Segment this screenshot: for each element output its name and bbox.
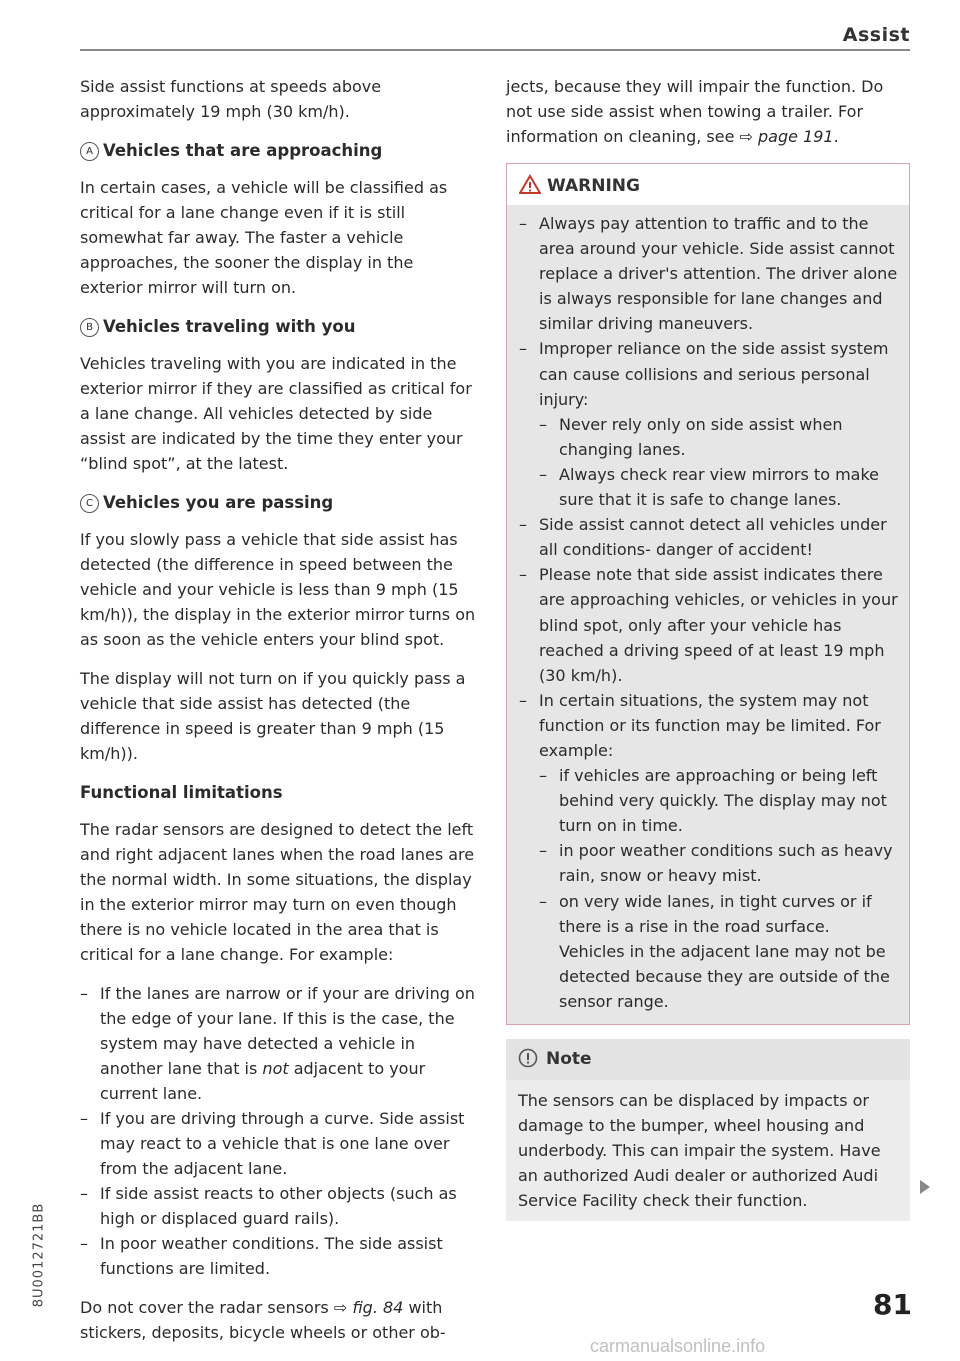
warning-header: WARNING [507,164,909,205]
list-item: – Never rely only on side assist when changing lanes. [539,412,899,462]
list-item: – on very wide lanes, in tight curves or if there is a rise in the road surface. Vehicles in the adjacent lane may not be detected because they are outside of the sensor range. [539,889,899,1014]
left-column [80,74,478,1359]
list-item: – If the lanes are narrow or if your are driving on the edge of your lane. If this is the case, the system may have detected a vehicle in another lane that is not adjacent to your current lane. [80,981,478,1106]
watermark: carmanualsonline.info [590,1336,766,1356]
header-rule [80,49,910,51]
approaching-paragraph: In certain cases, a vehicle will be classified as critical for a lane change even if it is still somewhat far away. The faster a vehicle approaches, the sooner the display in the exterior mirror will turn on. [80,178,448,297]
list-item: – Please note that side assist indicates there are approaching vehicles, or vehicles in your blind spot, only after your vehicle has reached a driving speed of at least 19 mph (30 km/h). [519,562,899,687]
cover-paragraph: Do not cover the radar sensors ⇨ fig. 84 with stickers, deposits, bicycle wheels or other ob- [80,1298,446,1342]
warning-triangle-icon [519,174,541,194]
intro-paragraph: Side assist functions at speeds above approximately 19 mph (30 km/h). [80,77,382,121]
fig-84-link[interactable]: ⇨ fig. 84 [333,1298,404,1317]
heading-passing: C Vehicles you are passing [80,490,478,515]
warning-sublist [539,763,899,1014]
warning-sublist [539,412,899,512]
marker-c-icon: C [80,494,99,513]
passing-paragraph-1: If you slowly pass a vehicle that side assist has detected (the difference in speed between the vehicle and your vehicle is less than 9 mph (15 km/h)), the display in the exterior mirror turns on as soon as the vehicle enters your blind spot. [80,530,476,649]
marker-b-icon: B [80,318,99,337]
passing-paragraph-2: The display will not turn on if you quickly pass a vehicle that side assist has detected (the difference in speed is greater than 9 mph (15 km/h)). [80,669,466,763]
warning-body [507,205,909,1024]
note-header: Note [506,1039,910,1080]
list-item: – If you are driving through a curve. Side assist may react to a vehicle that is one lane over from the adjacent lane. [80,1106,478,1181]
warning-list [519,211,899,1014]
page-number: 81 [873,1288,912,1321]
right-column [506,74,910,1221]
list-item: – In certain situations, the system may not function or its function may be limited. For example: – if vehicles are approaching or being left behind very quickly. The display may not turn on in time. – in poor weather conditions such as heavy rain, snow or heavy mist. – on very wide lanes, in tight curves or if there is a rise in the road surface. Vehicles in the adjacent lane may not be detected because they are outside of the sensor range. [519,688,899,1014]
list-item: – In poor weather conditions. The side assist functions are limited. [80,1231,478,1281]
heading-functional-limitations: Functional limitations [80,783,283,802]
warning-box [506,163,910,1025]
continue-arrow-icon [920,1180,930,1194]
limitations-list [80,981,478,1281]
list-item: – Side assist cannot detect all vehicles under all conditions- danger of accident! [519,512,899,562]
note-body: The sensors can be displaced by impacts or damage to the bumper, wheel housing and underbody. This can impair the system. Have an authorized Audi dealer or authorized Audi Service Facility check their function. [506,1080,910,1221]
list-item: – in poor weather conditions such as heavy rain, snow or heavy mist. [539,838,899,888]
document-code: 8U0012721BB [31,1202,47,1308]
continuation-paragraph: jects, because they will impair the function. Do not use side assist when towing a trailer. For information on cleaning, see ⇨ page 191. [506,77,884,146]
list-item: – If side assist reacts to other objects (such as high or displaced guard rails). [80,1181,478,1231]
limitations-paragraph: The radar sensors are designed to detect the left and right adjacent lanes when the road lanes are the normal width. In some situations, the display in the exterior mirror may turn on even though there is no vehicle located in the area that is critical for a lane change. For example: [80,820,475,964]
list-item: – Always check rear view mirrors to make sure that it is safe to change lanes. [539,462,899,512]
heading-approaching: A Vehicles that are approaching [80,138,478,163]
heading-traveling: B Vehicles traveling with you [80,314,478,339]
section-title: Assist [842,24,910,46]
marker-a-icon: A [80,142,99,161]
list-item: – if vehicles are approaching or being left behind very quickly. The display may not turn on in time. [539,763,899,838]
page-191-link[interactable]: ⇨ page 191 [739,127,834,146]
list-item: – Always pay attention to traffic and to the area around your vehicle. Side assist cannot replace a driver's attention. The driver alone is always responsible for lane changes and similar driving maneuvers. [519,211,899,336]
info-circle-icon [518,1048,538,1068]
list-item: – Improper reliance on the side assist system can cause collisions and serious personal injury: – Never rely only on side assist when changing lanes. – Always check rear view mirrors to make sure that it is safe to change lanes. [519,336,899,512]
note-box [506,1039,910,1221]
traveling-paragraph: Vehicles traveling with you are indicated in the exterior mirror if they are classified as critical for a lane change. All vehicles detected by side assist are indicated by the time they enter your “blind spot”, at the latest. [80,354,472,473]
